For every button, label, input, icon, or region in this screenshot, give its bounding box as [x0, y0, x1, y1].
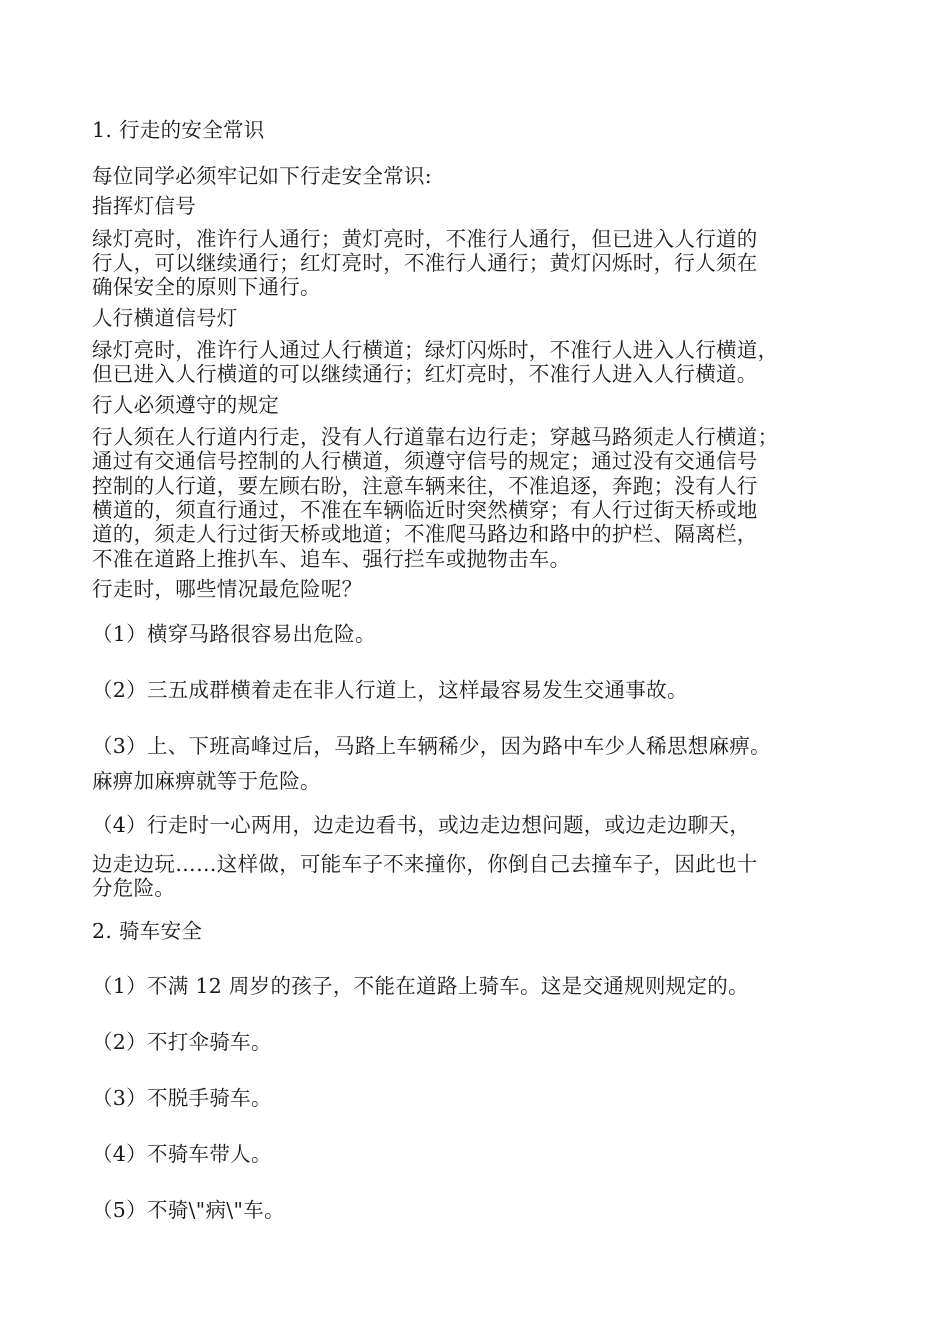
crosswalk-line: 但已进入人行横道的可以继续通行；红灯亮时，不准行人进入人行横道。	[92, 362, 758, 386]
danger-item: （1）横穿马路很容易出危险。	[92, 622, 376, 646]
danger-item: （3）上、下班高峰过后，马路上车辆稀少，因为路中车少人稀思想麻痹。	[92, 734, 771, 758]
signal-line: 确保安全的原则下通行。	[92, 275, 321, 299]
cycling-item: （4）不骑车带人。	[92, 1142, 272, 1166]
rules-line: 行人须在人行道内行走，没有人行道靠右边行走；穿越马路须走人行横道；	[92, 425, 779, 449]
section2-heading: 2. 骑车安全	[92, 919, 203, 943]
signal-line: 绿灯亮时，准许行人通行；黄灯亮时，不准行人通行，但已进入人行道的	[92, 227, 758, 251]
cycling-item: （2）不打伞骑车。	[92, 1030, 272, 1054]
rules-line: 控制的人行道，要左顾右盼，注意车辆来往，不准追逐，奔跑；没有人行	[92, 474, 758, 498]
cycling-item: （5）不骑\"病\"车。	[92, 1198, 285, 1222]
danger-item: 分危险。	[92, 876, 176, 900]
danger-item: （4）行走时一心两用，边走边看书，或边走边想问题，或边走边聊天，	[92, 813, 751, 837]
rules-line: 横道的，须直行通过，不准在车辆临近时突然横穿；有人行过街天桥或地	[92, 498, 758, 522]
danger-item: 边走边玩……这样做，可能车子不来撞你，你倒自己去撞车子，因此也十	[92, 852, 758, 876]
subheading-signal: 指挥灯信号	[92, 194, 196, 218]
rules-line: 道的，须走人行过街天桥或地道；不准爬马路边和路中的护栏、隔离栏，	[92, 522, 758, 546]
danger-question: 行走时，哪些情况最危险呢？	[92, 577, 363, 601]
rules-line: 通过有交通信号控制的人行横道，须遵守信号的规定；通过没有交通信号	[92, 449, 758, 473]
subheading-crosswalk: 人行横道信号灯	[92, 306, 238, 330]
signal-line: 行人，可以继续通行；红灯亮时，不准行人通行；黄灯闪烁时，行人须在	[92, 251, 758, 275]
rules-line: 不准在道路上推扒车、追车、强行拦车或抛物击车。	[92, 547, 571, 571]
subheading-rules: 行人必须遵守的规定	[92, 393, 280, 417]
section1-heading: 1. 行走的安全常识	[92, 118, 265, 142]
danger-item: （2）三五成群横着走在非人行道上，这样最容易发生交通事故。	[92, 678, 688, 702]
cycling-item: （1）不满 12 周岁的孩子，不能在道路上骑车。这是交通规则规定的。	[92, 974, 749, 998]
section1-intro: 每位同学必须牢记如下行走安全常识:	[92, 164, 433, 188]
crosswalk-line: 绿灯亮时，准许行人通过人行横道；绿灯闪烁时，不准行人进入人行横道，	[92, 338, 779, 362]
danger-item: 麻痹加麻痹就等于危险。	[92, 769, 321, 793]
cycling-item: （3）不脱手骑车。	[92, 1086, 272, 1110]
